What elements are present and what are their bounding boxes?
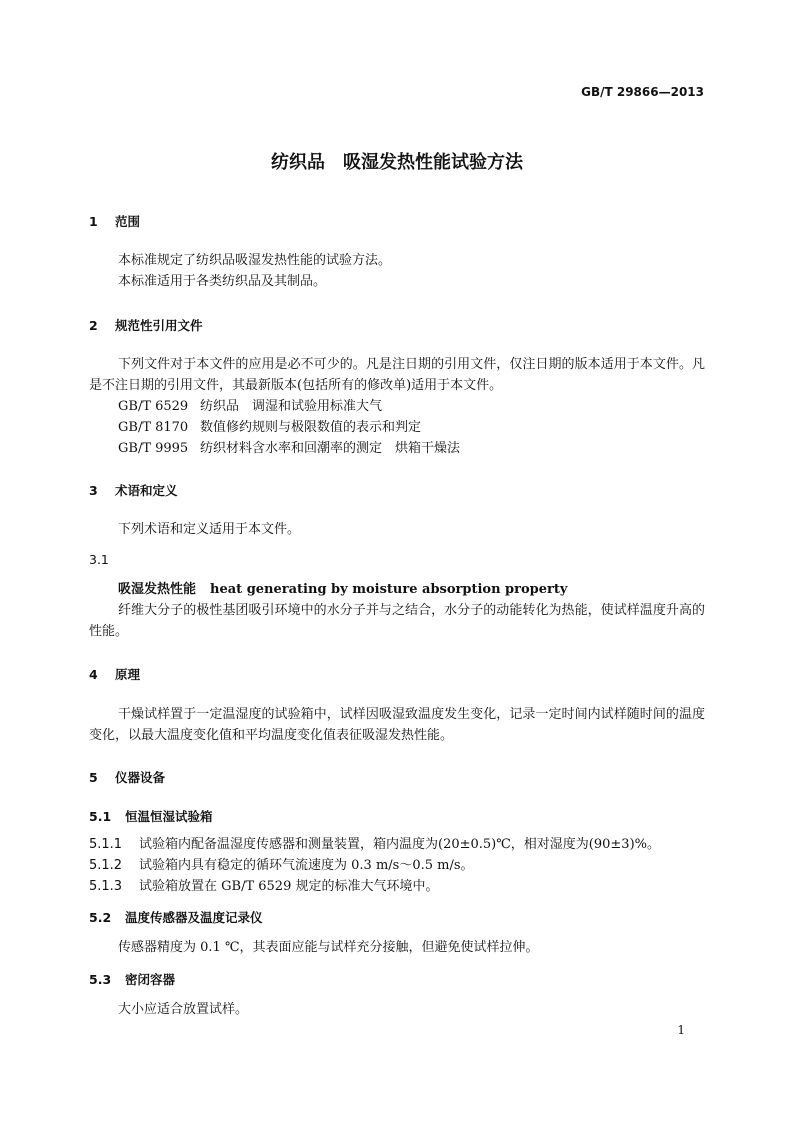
section-number: 2 <box>89 318 98 333</box>
clause-item <box>89 834 660 856</box>
section-title: 仪器设备 <box>115 770 166 785</box>
clause-text: 试验箱内具有稳定的循环气流速度为 0.3 m/s～0.5 m/s。 <box>139 858 474 873</box>
reference-item <box>118 417 421 439</box>
term-chinese: 吸湿发热性能 <box>118 582 197 597</box>
subsection-5-1-heading <box>89 807 213 825</box>
section-title: 范围 <box>115 214 141 229</box>
document-title: 纺织品 吸湿发热性能试验方法 <box>271 152 523 173</box>
subsection-title: 密闭容器 <box>125 972 176 987</box>
clause-item <box>89 876 438 898</box>
reference-code: GB/T 6529 <box>118 399 189 414</box>
section-title: 术语和定义 <box>115 483 178 498</box>
paragraph: 大小应适合放置试样。 <box>118 1002 249 1017</box>
reference-item <box>118 438 460 460</box>
clause-text: 试验箱内配备温湿度传感器和测量装置，箱内温度为(20±0.5)℃，相对湿度为(90±3)%。 <box>139 837 660 852</box>
term-definition: 纤维大分子的极性基团吸引环境中的水分子并与之结合，水分子的动能转化为热能，使试样温度升高的性能。 <box>89 603 705 639</box>
section-2-heading <box>89 316 203 334</box>
subsection-5-2-heading <box>89 908 263 926</box>
section-3-heading <box>89 481 178 499</box>
subsection-title: 温度传感器及温度记录仪 <box>125 910 263 925</box>
section-number: 4 <box>89 667 98 682</box>
paragraph: 本标准规定了纺织品吸湿发热性能的试验方法。 <box>118 253 392 268</box>
term-entry <box>118 579 567 601</box>
subsection-number: 5.1 <box>89 809 112 824</box>
reference-title: 纺织品 调湿和试验用标准大气 <box>200 399 383 414</box>
paragraph: 本标准适用于各类纺织品及其制品。 <box>118 274 327 289</box>
section-number: 1 <box>89 214 98 229</box>
reference-code: GB/T 9995 <box>118 441 189 456</box>
page-number: 1 <box>677 1023 685 1037</box>
clause-number: 5.1.3 <box>89 879 123 894</box>
section-title: 原理 <box>115 667 141 682</box>
paragraph: 下列术语和定义适用于本文件。 <box>118 522 301 537</box>
section-1-heading <box>89 212 140 230</box>
subsection-5-3-heading <box>89 970 175 988</box>
subsection-number: 5.2 <box>89 910 112 925</box>
clause-text: 试验箱放置在 GB/T 6529 规定的标准大气环境中。 <box>139 879 439 894</box>
reference-item <box>118 396 382 418</box>
standard-code: GB/T 29866—2013 <box>581 85 704 99</box>
term-english: heat generating by moisture absorption property <box>210 582 568 597</box>
section-4-heading <box>89 665 140 683</box>
reference-code: GB/T 8170 <box>118 420 189 435</box>
subsection-number: 5.3 <box>89 972 112 987</box>
clause-number: 5.1.2 <box>89 858 123 873</box>
subsection-title: 恒温恒湿试验箱 <box>125 809 213 824</box>
clause-number: 5.1.1 <box>89 837 123 852</box>
paragraph: 下列文件对于本文件的应用是必不可少的。凡是注日期的引用文件，仅注日期的版本适用于本文件。凡是不注日期的引用文件，其最新版本(包括所有的修改单)适用于本文件。 <box>89 357 705 393</box>
section-number: 5 <box>89 770 98 785</box>
paragraph: 干燥试样置于一定温湿度的试验箱中，试样因吸湿致温度发生变化，记录一定时间内试样随时间的温度变化，以最大温度变化值和平均温度变化值表征吸湿发热性能。 <box>89 707 705 743</box>
section-title: 规范性引用文件 <box>115 318 203 333</box>
reference-title: 数值修约规则与极限数值的表示和判定 <box>200 420 422 435</box>
clause-item <box>89 855 474 877</box>
subsection-number: 3.1 <box>89 552 109 567</box>
reference-title: 纺织材料含水率和回潮率的测定 烘箱干燥法 <box>200 441 461 456</box>
paragraph: 传感器精度为 0.1 ℃，其表面应能与试样充分接触，但避免使试样拉伸。 <box>118 940 539 955</box>
section-number: 3 <box>89 483 98 498</box>
section-5-heading <box>89 768 165 786</box>
